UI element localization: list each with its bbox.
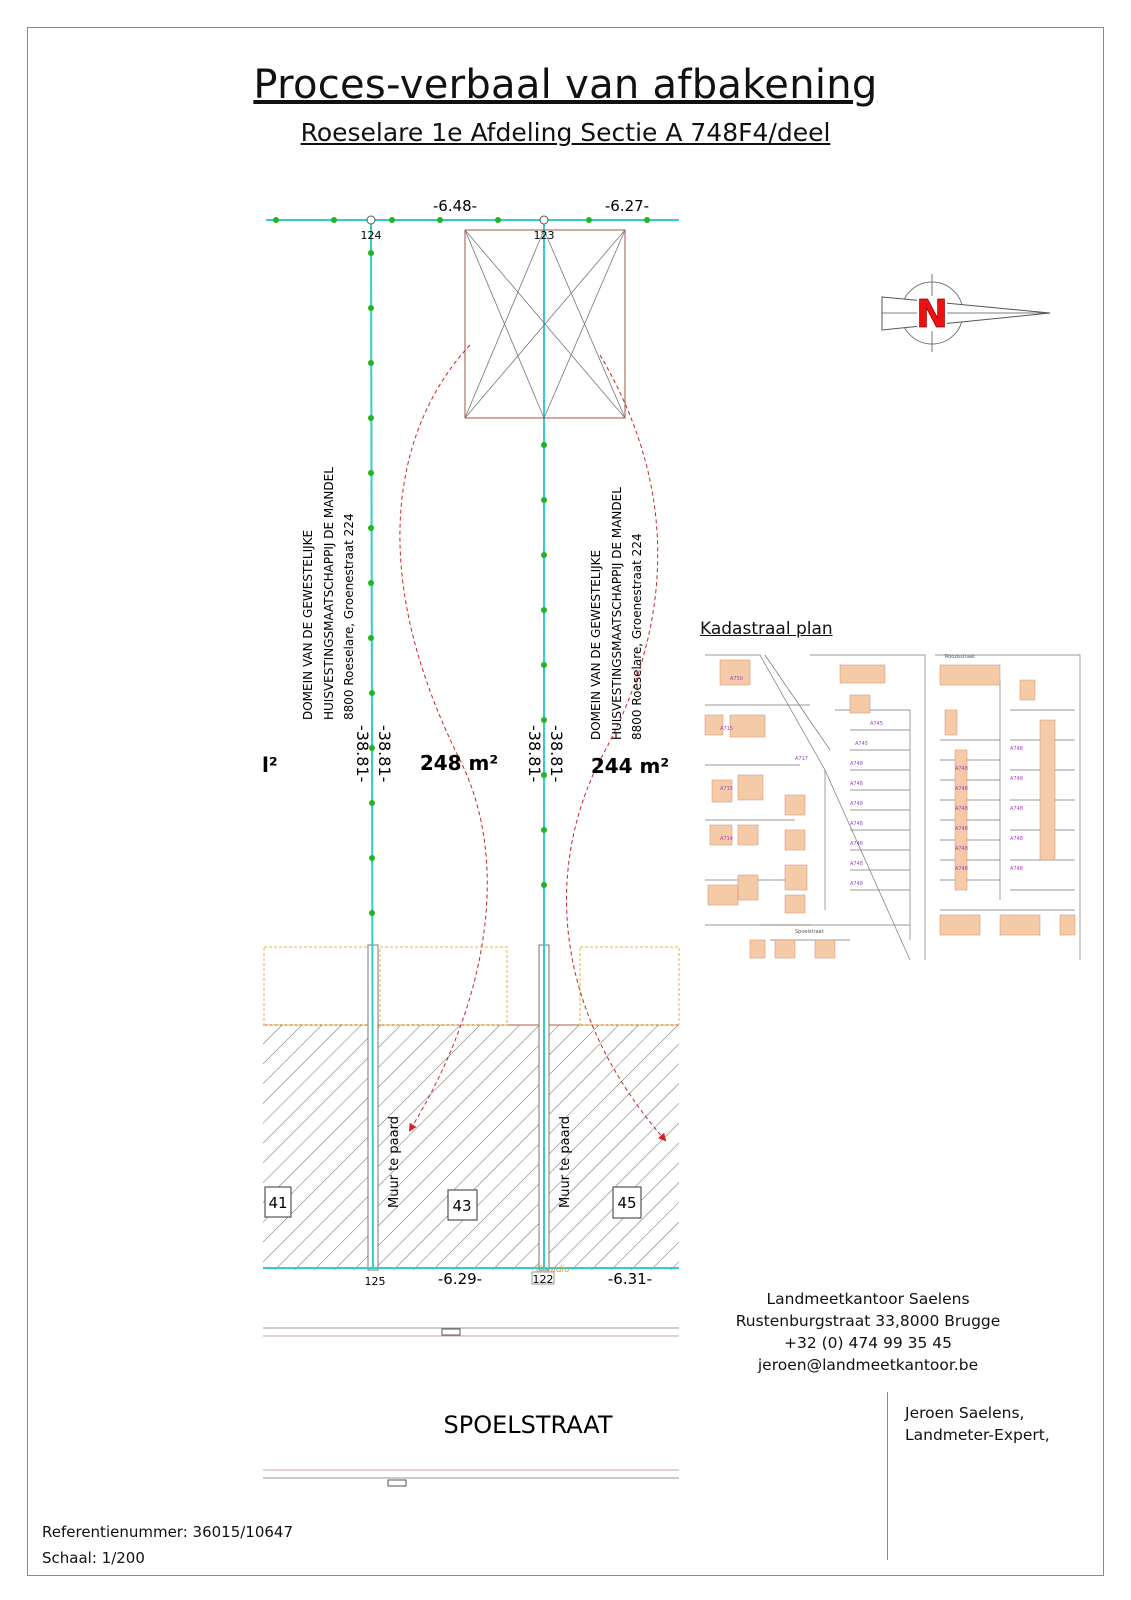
svg-text:A748: A748 bbox=[850, 861, 863, 867]
svg-text:A748: A748 bbox=[1010, 836, 1023, 842]
owner-block-right bbox=[589, 487, 644, 740]
dimension-top-left: -6.48- bbox=[432, 197, 478, 215]
dimension-side: -38.81- bbox=[375, 725, 394, 783]
drain-grate bbox=[442, 1329, 460, 1335]
dimension-side: -38.81- bbox=[547, 725, 566, 783]
small-label: Claudio bbox=[536, 1265, 570, 1275]
owner-line-2: HUISVESTINGSMAATSCHAPPIJ DE MANDEL bbox=[610, 487, 624, 740]
office-email[interactable]: jeroen@landmeetkantoor.be bbox=[757, 1356, 979, 1374]
area-middle: 248 m² bbox=[419, 751, 499, 775]
owner-line-3: 8800 Roeselare, Groenestraat 224 bbox=[630, 533, 644, 740]
svg-text:A748: A748 bbox=[1010, 806, 1023, 812]
svg-text:A748: A748 bbox=[850, 761, 863, 767]
office-phone: +32 (0) 474 99 35 45 bbox=[783, 1334, 953, 1352]
svg-text:A748: A748 bbox=[955, 766, 968, 772]
svg-text:A748: A748 bbox=[955, 866, 968, 872]
drain-grate bbox=[388, 1480, 406, 1486]
svg-text:A714: A714 bbox=[720, 836, 733, 842]
document-title: Proces-verbaal van afbakening bbox=[253, 62, 878, 108]
street-name: SPOELSTRAAT bbox=[443, 1411, 613, 1439]
reference-number: Referentienummer: 36015/10647 bbox=[42, 1523, 294, 1541]
cadastral-map bbox=[700, 650, 1090, 980]
svg-text:A748: A748 bbox=[955, 786, 968, 792]
svg-text:A750: A750 bbox=[730, 676, 743, 682]
house-number-45: 45 bbox=[617, 1194, 637, 1212]
dimension-side: -38.81- bbox=[525, 725, 544, 783]
cadastral-title: Kadastraal plan bbox=[700, 619, 833, 639]
cadastral-street-label: Roozestraat bbox=[945, 654, 975, 660]
dimension-top-right: -6.27- bbox=[604, 197, 650, 215]
north-letter: N bbox=[916, 292, 948, 336]
scale-label: Schaal: 1/200 bbox=[42, 1549, 145, 1567]
signer-block bbox=[905, 1402, 1050, 1446]
svg-text:A748: A748 bbox=[1010, 746, 1023, 752]
point-label-124: 124 bbox=[360, 229, 382, 242]
wall-label-right: Muur te paard bbox=[558, 1116, 573, 1208]
point-label-123: 123 bbox=[533, 229, 555, 242]
dimension-bottom-right: -6.31- bbox=[607, 1270, 653, 1288]
owner-line-1: DOMEIN VAN DE GEWESTELIJKE bbox=[589, 549, 603, 740]
area-right: 244 m² bbox=[590, 754, 670, 778]
svg-text:A748: A748 bbox=[1010, 776, 1023, 782]
svg-text:A748: A748 bbox=[955, 826, 968, 832]
point-label-122: 122 bbox=[532, 1273, 554, 1286]
svg-text:A748: A748 bbox=[850, 821, 863, 827]
reference-block bbox=[42, 1519, 293, 1571]
outbuilding-outlines bbox=[264, 947, 679, 1025]
wall-label-left: Muur te paard bbox=[387, 1116, 402, 1208]
house-number-41: 41 bbox=[268, 1194, 288, 1212]
north-arrow-icon bbox=[882, 274, 1050, 352]
svg-text:A748: A748 bbox=[955, 846, 968, 852]
signer-title: Landmeter-Expert, bbox=[905, 1426, 1050, 1444]
point-label-125: 125 bbox=[364, 1275, 386, 1288]
svg-text:A748: A748 bbox=[850, 801, 863, 807]
svg-text:A748: A748 bbox=[850, 841, 863, 847]
signer-name: Jeroen Saelens, bbox=[905, 1404, 1025, 1422]
survey-dots-vertical bbox=[368, 250, 547, 916]
signature-divider bbox=[887, 1392, 888, 1560]
area-left-partial: l² bbox=[262, 753, 278, 777]
svg-text:A748: A748 bbox=[850, 881, 863, 887]
cadastral-street-label: Spoelstraat bbox=[795, 929, 824, 935]
svg-text:A748: A748 bbox=[1010, 866, 1023, 872]
svg-text:A748: A748 bbox=[850, 781, 863, 787]
svg-text:A717: A717 bbox=[795, 756, 808, 762]
owner-line-3: 8800 Roeselare, Groenestraat 224 bbox=[342, 513, 356, 720]
svg-text:A715: A715 bbox=[720, 726, 733, 732]
document-subtitle: Roeselare 1e Afdeling Sectie A 748F4/deel bbox=[300, 118, 831, 147]
svg-text:A748: A748 bbox=[955, 806, 968, 812]
office-name: Landmeetkantoor Saelens bbox=[766, 1290, 970, 1308]
svg-text:A745: A745 bbox=[870, 721, 883, 727]
owner-block-left bbox=[301, 467, 356, 720]
dimension-bottom-left: -6.29- bbox=[437, 1270, 483, 1288]
office-address: Rustenburgstraat 33,8000 Brugge bbox=[735, 1312, 1001, 1330]
surveyor-office-block bbox=[718, 1288, 1018, 1376]
house-number-43: 43 bbox=[452, 1197, 472, 1215]
svg-text:A745: A745 bbox=[855, 741, 868, 747]
owner-line-1: DOMEIN VAN DE GEWESTELIJKE bbox=[301, 529, 315, 720]
owner-line-2: HUISVESTINGSMAATSCHAPPIJ DE MANDEL bbox=[322, 467, 336, 720]
street-edges bbox=[263, 1328, 679, 1478]
svg-text:A715: A715 bbox=[720, 786, 733, 792]
hatched-zone bbox=[263, 1025, 679, 1270]
dimension-side: -38.81- bbox=[353, 725, 372, 783]
